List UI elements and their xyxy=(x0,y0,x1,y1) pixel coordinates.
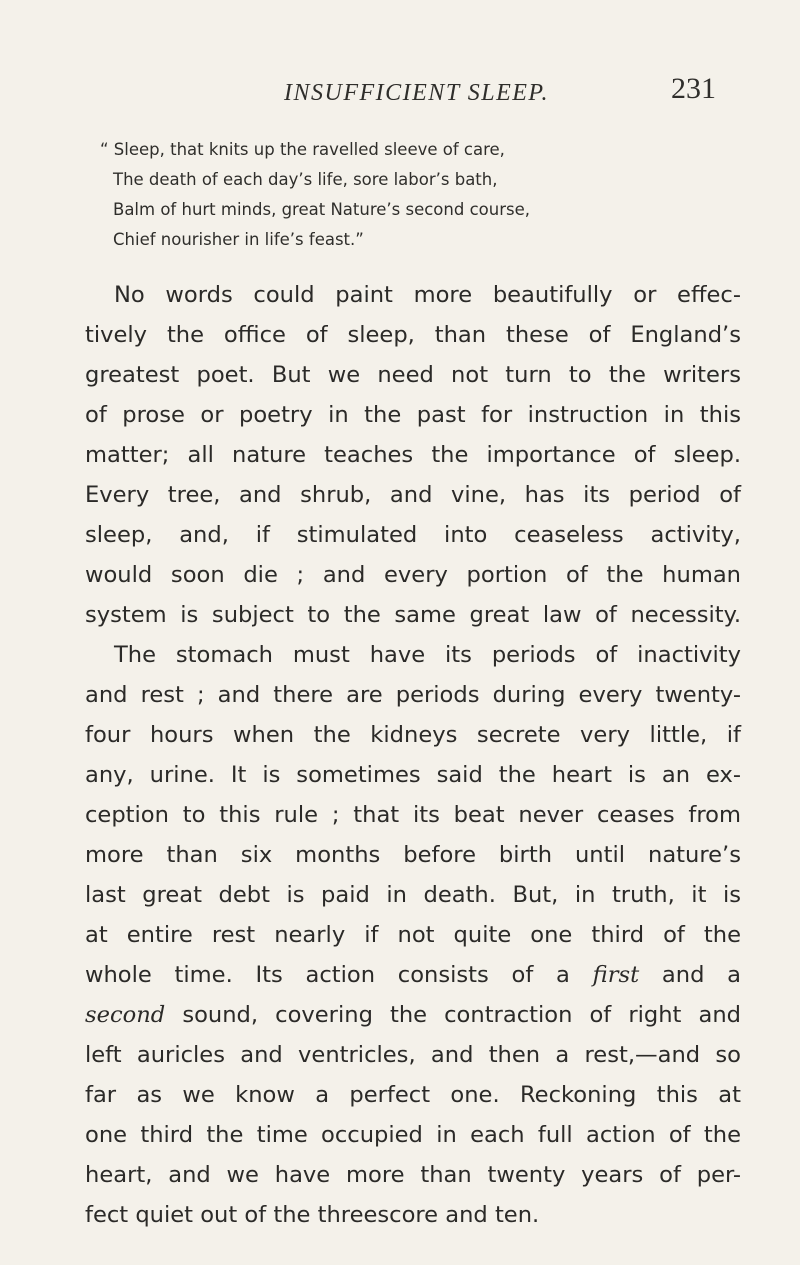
text-line: more than six months before birth until nature’s xyxy=(85,842,741,868)
text-line: one third the time occupied in each full action of the xyxy=(85,1122,741,1148)
running-head: INSUFFICIENT SLEEP. xyxy=(284,80,549,106)
text-line: last great debt is paid in death. But, in truth, it is xyxy=(85,882,741,908)
text-line: ception to this rule ; that its beat never ceases from xyxy=(85,802,741,828)
verse-line: “ Sleep, that knits up the ravelled sleeve of care, xyxy=(100,140,505,159)
verse-line: Balm of hurt minds, great Nature’s second course, xyxy=(113,200,530,219)
text-line: Every tree, and shrub, and vine, has its period of xyxy=(85,482,741,508)
text-segment: whole time. Its action consists of a xyxy=(85,962,570,988)
text-segment: and a xyxy=(661,962,741,988)
text-line: and rest ; and there are periods during every twenty- xyxy=(85,682,741,708)
text-line: at entire rest nearly if not quite one third of the xyxy=(85,922,741,948)
emphasis-second: second xyxy=(85,1002,166,1028)
emphasis-first: first xyxy=(592,962,640,988)
text-line: No words could paint more beautifully or effec- xyxy=(114,282,741,308)
text-line: four hours when the kidneys secrete very little, if xyxy=(85,722,741,748)
verse-line: Chief nourisher in life’s feast.” xyxy=(113,230,364,249)
text-line: system is subject to the same great law of necessity. xyxy=(85,602,741,628)
text-line xyxy=(85,962,741,988)
text-line: matter; all nature teaches the importance of sleep. xyxy=(85,442,741,468)
text-line: greatest poet. But we need not turn to the writers xyxy=(85,362,741,388)
text-line xyxy=(85,1002,741,1028)
text-line: of prose or poetry in the past for instruction in this xyxy=(85,402,741,428)
page-number: 231 xyxy=(671,72,716,105)
text-line: fect quiet out of the threescore and ten. xyxy=(85,1202,540,1228)
text-line: sleep, and, if stimulated into ceaseless activity, xyxy=(85,522,741,548)
text-line: The stomach must have its periods of inactivity xyxy=(114,642,741,668)
text-segment: sound, covering the contraction of right and xyxy=(182,1002,741,1028)
text-line: left auricles and ventricles, and then a rest,—and so xyxy=(85,1042,741,1068)
text-line: far as we know a perfect one. Reckoning this at xyxy=(85,1082,741,1108)
text-line: heart, and we have more than twenty years of per- xyxy=(85,1162,741,1188)
verse-line: The death of each day’s life, sore labor’s bath, xyxy=(113,170,498,189)
text-line: tively the office of sleep, than these of England’s xyxy=(85,322,741,348)
text-line: would soon die ; and every portion of the human xyxy=(85,562,741,588)
text-line: any, urine. It is sometimes said the heart is an ex- xyxy=(85,762,741,788)
